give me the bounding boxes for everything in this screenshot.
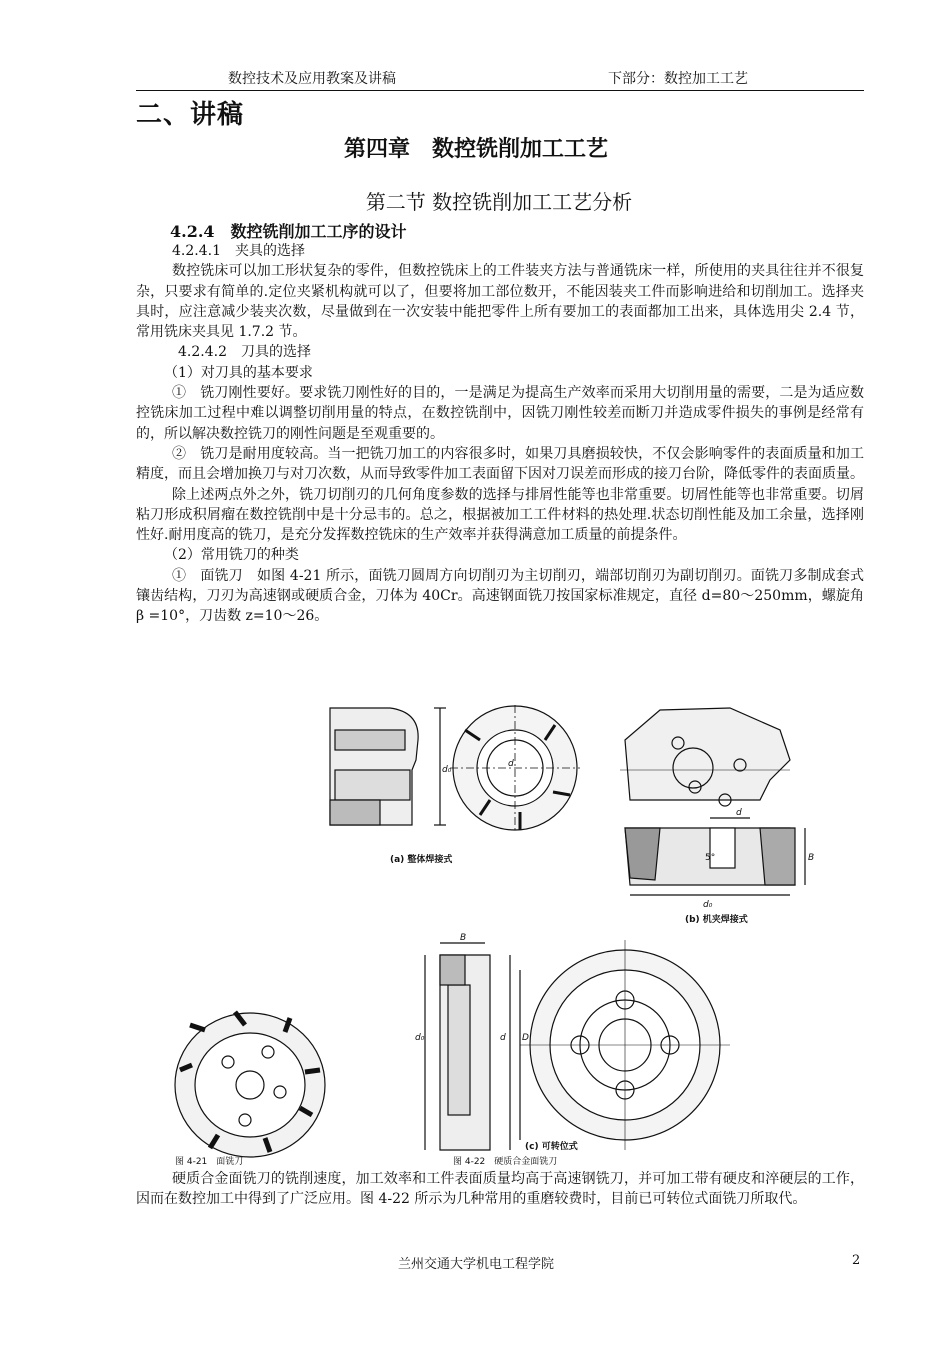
requirements-heading: （1）对刀具的基本要求 bbox=[164, 364, 313, 381]
page-number: 2 bbox=[852, 1253, 861, 1268]
figure-421-perspective bbox=[175, 1012, 325, 1157]
figure-a-front-view bbox=[450, 705, 580, 832]
caption-fig-4-21: 图 4-21 面铣刀 bbox=[175, 1157, 244, 1167]
dim-label-d-c: d bbox=[500, 1033, 506, 1043]
dim-label-B-c: B bbox=[460, 933, 467, 943]
dim-label-d: d bbox=[508, 759, 514, 769]
header-divider bbox=[136, 90, 864, 91]
figure-label-c: (c) 可转位式 bbox=[525, 1142, 578, 1152]
dim-label-B: B bbox=[808, 853, 815, 863]
fixture-paragraph: 数控铣床可以加工形状复杂的零件，但数控铣床上的工件装夹方法与普通铣床一样，所使用的夹具往往并不很复杂，只要求有简单的.定位夹紧机构就可以了，但要将加工部位数开，不能因装夹工件而影响进给和切削加工。选择夹具时，应注意减少装夹次数，尽量做到在一次安装中能把零件上所有要加工的表面都加工出来，具体选用尖 2.4 节，常用铣床夹具见 1.7.2 节。 bbox=[136, 263, 864, 341]
figure-c-front-view bbox=[520, 940, 730, 1150]
after-figure-paragraph: 硬质合金面铣刀的铣削速度，加工效率和工件表面质量均高于高速钢铣刀，并可加工带有硬皮和淬硬层的工作，因而在数控加工中得到了广泛应用。图 4-22 所示为几种常用的重磨较费时，目前已可转位式面铣刀所取代。 bbox=[136, 1171, 864, 1208]
body-text bbox=[136, 241, 864, 627]
header-left: 数控技术及应用教案及讲稿 bbox=[228, 71, 396, 87]
requirement-1: ① 铣刀刚性要好。要求铣刀刚性好的目的，一是满足为提高生产效率而采用大切削用量的需要，二是为适应数控铣床加工过程中难以调整切削用量的特点，在数控铣削中，因铣刀刚性较差而断刀并造成零件损失的事例是经常有的，所以解决数控铣刀的刚性问题是至观重要的。 bbox=[136, 385, 864, 442]
figure-label-b: (b) 机夹焊接式 bbox=[685, 915, 748, 925]
dim-label-d0-c: d₀ bbox=[415, 1033, 425, 1043]
figure-label-a: (a) 整体焊接式 bbox=[390, 855, 453, 865]
after-figure-text bbox=[136, 1169, 864, 1210]
figure-a-side-view bbox=[330, 708, 446, 825]
dim-label-d0-b: d₀ bbox=[703, 900, 713, 910]
caption-fig-4-22: 图 4-22 硬质合金面铣刀 bbox=[453, 1157, 558, 1167]
chapter-title: 第四章 数控铣削加工工艺 bbox=[343, 136, 608, 162]
types-heading: （2）常用铣刀的种类 bbox=[164, 547, 299, 564]
subsection-title: 4.2.4 数控铣削加工工序的设计 bbox=[170, 222, 407, 241]
tool-heading: 4.2.4.2 刀具的选择 bbox=[178, 344, 311, 361]
dim-label-D: D bbox=[522, 1033, 529, 1043]
type-face-mill: ① 面铣刀 如图 4-21 所示，面铣刀圆周方向切削刃为主切削刃，端部切削刃为副切削刃。面铣刀多制成套式镶齿结构，刀刃为高速钢或硬质合金，刀体为 40Cr。高速钢面铣刀按国家标准规定，直径 d=80～250mm，螺旋角 β =10°，刀齿数 z=10～26。 bbox=[136, 567, 864, 625]
requirement-3: 除上述两点外之外，铣刀切削刃的几何角度参数的选择与排屑性能等也非常重要。切屑性能等也非常重要。切屑粘刀形成积屑瘤在数控铣削中是十分忌韦的。总之，根据被加工工件材料的热处理.状态切削性能及加工余量，选择刚性好.耐用度高的铣刀，是充分发挥数控铣床的生产效率并获得满意加工质量的前提条件。 bbox=[136, 486, 864, 544]
footer-school: 兰州交通大学机电工程学院 bbox=[397, 1257, 554, 1272]
section-subtitle: 第二节 数控铣削加工工艺分析 bbox=[365, 190, 633, 214]
dim-label-d0: d₀ bbox=[442, 765, 452, 775]
header-right: 下部分：数控加工工艺 bbox=[608, 71, 748, 87]
figure-b-top-view bbox=[620, 708, 790, 806]
dim-label-5deg: 5° bbox=[705, 853, 716, 863]
milling-cutter-figure bbox=[150, 700, 850, 1170]
requirement-2: ② 铣刀是耐用度较高。当一把铣刀加工的内容很多时，如果刀具磨损较快，不仅会影响零件的表面质量和加工精度，而且会增加换刀与对刀次数，从而导致零件加工表面留下因对刀误差而形成的接刀台阶，降低零件的表面质量。 bbox=[136, 445, 864, 483]
fixture-heading: 4.2.4.1 夹具的选择 bbox=[172, 243, 305, 259]
figure-c-section-view bbox=[425, 943, 520, 1150]
dim-label-d-b: d bbox=[736, 808, 742, 818]
section-title: 二、讲稿 bbox=[136, 100, 245, 130]
